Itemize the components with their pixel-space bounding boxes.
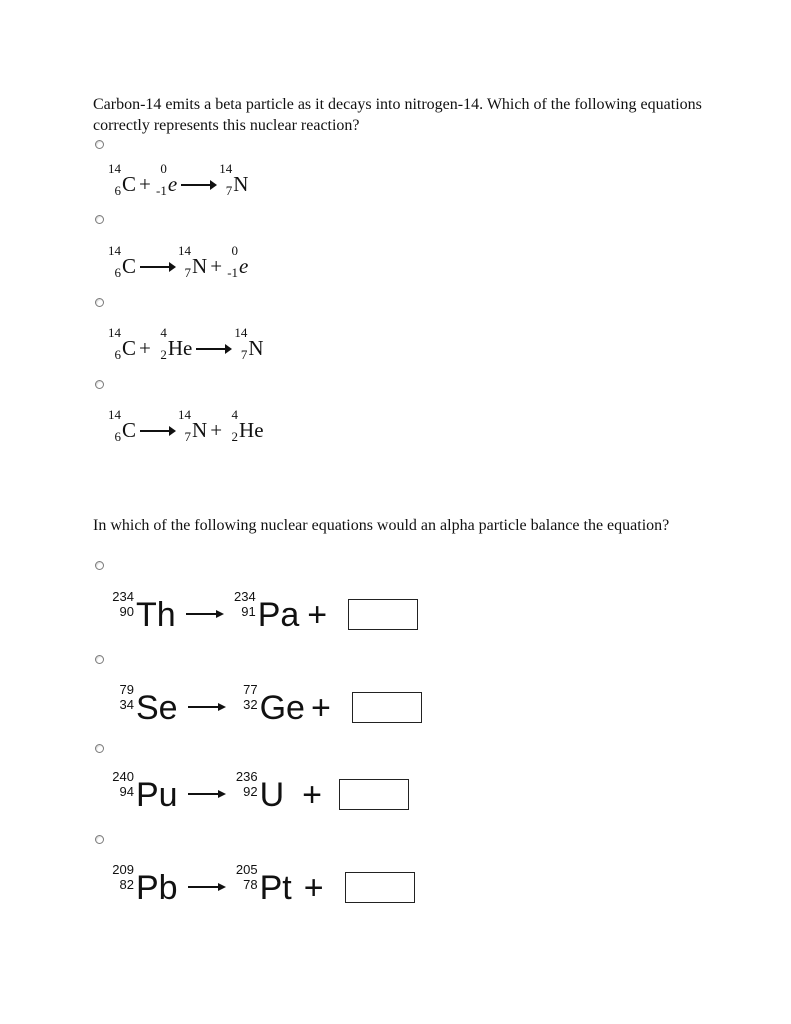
plus-sign: + (302, 776, 323, 814)
nuclide: 14 7 N (234, 325, 264, 362)
answer-blank-box (339, 779, 409, 810)
q2-option-3-equation (110, 769, 409, 816)
reaction-arrow-icon (196, 348, 230, 350)
q2-option-2-radio[interactable] (95, 655, 104, 664)
q2-option-2-equation (110, 682, 422, 729)
q2-option-1-equation (110, 589, 418, 636)
nuclide: 14 7 N (178, 243, 208, 280)
q2-option-4-equation (110, 862, 415, 909)
answer-blank-box (348, 599, 418, 630)
plus-sign: + (139, 172, 151, 196)
plus-sign: + (303, 869, 324, 907)
reaction-arrow-icon (140, 266, 174, 268)
nuclide: 240 94 Pu (112, 769, 178, 814)
q1-option-4-radio[interactable] (95, 380, 104, 389)
q1-option-2-equation (108, 243, 249, 280)
nuclide: 4 2 He (160, 325, 193, 362)
nuclide: 234 90 Th (112, 589, 176, 634)
plus-sign: + (310, 689, 331, 727)
plus-sign: + (210, 254, 223, 278)
nuclide: 209 82 Pb (112, 862, 178, 907)
nuclide: 4 2 He (231, 407, 264, 444)
answer-blank-box (352, 692, 422, 723)
question-1-text: Carbon-14 emits a beta particle as it decays into nitrogen-14. Which of the following equations correctly represents this nuclear reaction? (93, 96, 702, 134)
nuclide: 0 -1 e (156, 161, 178, 198)
reaction-arrow-icon (188, 706, 224, 708)
nuclide: 14 6 C (108, 407, 137, 444)
reaction-arrow-icon (140, 430, 174, 432)
reaction-arrow-icon (188, 793, 224, 795)
reaction-arrow-icon (186, 613, 222, 615)
nuclide: 79 34 Se (119, 682, 178, 727)
q1-option-3-equation (108, 325, 264, 362)
reaction-arrow-icon (181, 184, 215, 186)
plus-sign: + (307, 596, 328, 634)
q2-option-3-radio[interactable] (95, 744, 104, 753)
nuclide: 205 78 Pt (235, 862, 292, 907)
reaction-arrow-icon (188, 886, 224, 888)
nuclide: 14 6 C (108, 325, 137, 362)
q2-option-1-radio[interactable] (95, 561, 104, 570)
nuclide: 14 7 N (178, 407, 208, 444)
nuclide: 0 -1 e (227, 243, 249, 280)
answer-blank-box (345, 872, 415, 903)
nuclide: 14 6 C (108, 243, 137, 280)
q1-option-4-equation (108, 407, 264, 444)
q1-option-1-equation (108, 161, 249, 198)
nuclide: 77 32 Ge (243, 682, 305, 727)
plus-sign: + (210, 418, 223, 442)
nuclide: 14 6 C (108, 161, 137, 198)
q2-option-4-radio[interactable] (95, 835, 104, 844)
nuclide: 14 7 N (219, 161, 249, 198)
nuclide: 234 91 Pa (233, 589, 300, 634)
q1-option-1-radio[interactable] (95, 140, 104, 149)
plus-sign: + (139, 336, 151, 360)
q1-option-3-radio[interactable] (95, 298, 104, 307)
question-2-text: In which of the following nuclear equations would an alpha particle balance the equation? (93, 517, 670, 534)
nuclide: 236 92 U (235, 769, 285, 814)
q1-option-2-radio[interactable] (95, 215, 104, 224)
